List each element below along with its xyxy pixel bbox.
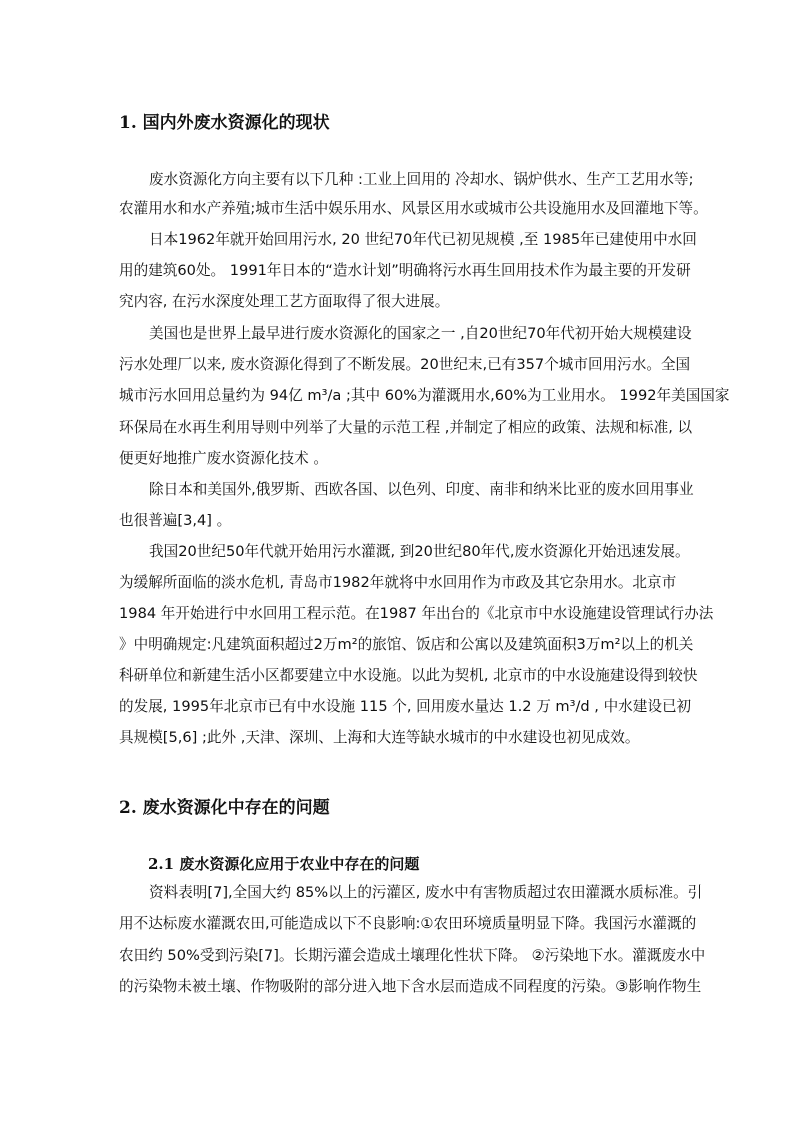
paragraph-line: 美国也是世界上最早进行废水资源化的国家之一 ,自20世纪70年代初开始大规模建设: [149, 325, 692, 342]
paragraph-line: 用的建筑60处。 1991年日本的“造水计划”明确将污水再生回用技术作为最主要的开发研: [119, 262, 691, 279]
paragraph-line: 农灌用水和水产养殖;城市生活中娱乐用水、风景区用水或城市公共设施用水及回灌地下等。: [119, 200, 708, 217]
section-1-heading: 1. 国内外废水资源化的现状: [119, 113, 330, 133]
paragraph-line: 的发展, 1995年北京市已有中水设施 115 个, 回用废水量达 1.2 万 m³/d , 中水建设已初: [119, 698, 692, 715]
paragraph-line: 废水资源化方向主要有以下几种 :工业上回用的 冷却水、锅炉供水、生产工艺用水等;: [149, 171, 694, 188]
paragraph-line: 科研单位和新建生活小区都要建立中水设施。以此为契机, 北京市的中水设施建设得到较快: [119, 667, 698, 684]
paragraph-line: 究内容, 在污水深度处理工艺方面取得了很大进展。: [119, 293, 450, 310]
paragraph-line: 资料表明[7],全国大约 85%以上的污灌区, 废水中有害物质超过农田灌溉水质标准。引: [149, 884, 703, 901]
paragraph-line: 环保局在水再生利用导则中列举了大量的示范工程 ,并制定了相应的政策、法规和标准, 以: [119, 419, 693, 436]
paragraph-line: 的污染物未被土壤、作物吸附的部分进入地下含水层而造成不同程度的污染。③影响作物生: [119, 978, 702, 995]
paragraph-line: 为缓解所面临的淡水危机, 青岛市1982年就将中水回用作为市政及其它杂用水。北京市: [119, 574, 677, 591]
paragraph-line: 我国20世纪50年代就开始用污水灌溉, 到20世纪80年代,废水资源化开始迅速发展。: [149, 543, 690, 560]
paragraph-line: 城市污水回用总量约为 94亿 m³/a ;其中 60%为灌溉用水,60%为工业用水。 1992年美国国家: [119, 387, 730, 404]
paragraph-line: 1984 年开始进行中水回用工程示范。在1987 年出台的《北京市中水设施建设管理试行办法: [119, 605, 714, 622]
paragraph-line: 》中明确规定:凡建筑面积超过2万m²的旅馆、饭店和公寓以及建筑面积3万m²以上的机关: [119, 636, 694, 653]
paragraph-line: 除日本和美国外,俄罗斯、西欧各国、以色列、印度、南非和纳米比亚的废水回用事业: [149, 481, 694, 498]
section-2-1-subheading: 2.1 废水资源化应用于农业中存在的问题: [148, 855, 420, 873]
paragraph-line: 也很普遍[3,4] 。: [119, 512, 232, 529]
paragraph-line: 日本1962年就开始回用污水, 20 世纪70年代已初见规模 ,至 1985年已建使用中水回: [149, 231, 697, 248]
paragraph-line: 污水处理厂以来, 废水资源化得到了不断发展。20世纪末,已有357个城市回用污水。全国: [119, 356, 691, 373]
section-2-heading: 2. 废水资源化中存在的问题: [119, 798, 330, 818]
paragraph-line: 便更好地推广废水资源化技术 。: [119, 450, 328, 467]
paragraph-line: 具规模[5,6] ;此外 ,天津、深圳、上海和大连等缺水城市的中水建设也初见成效。: [119, 729, 640, 746]
paragraph-line: 用不达标废水灌溉农田,可能造成以下不良影响:①农田环境质量明显下降。我国污水灌溉的: [119, 915, 697, 932]
paragraph-line: 农田约 50%受到污染[7]。长期污灌会造成土壤理化性状下降。 ②污染地下水。灌溉废水中: [119, 947, 706, 964]
